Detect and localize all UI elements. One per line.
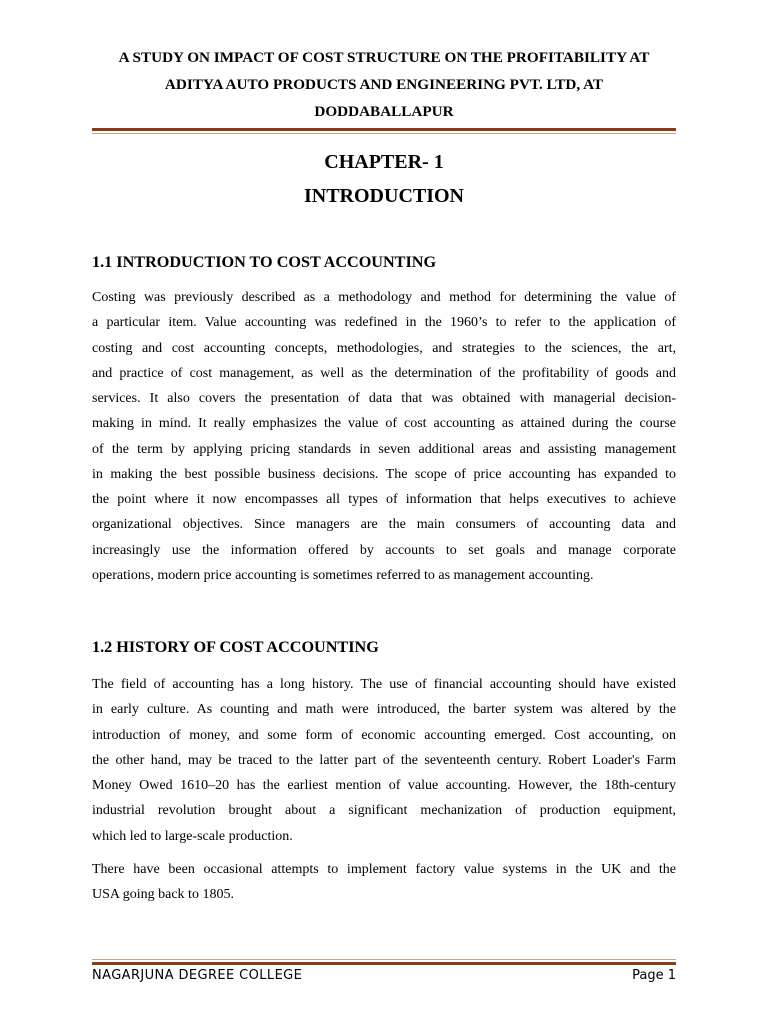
paragraph-line: the other hand, may be traced to the latter part of the seventeenth century. Robert Loader's Farm (92, 752, 676, 768)
paragraph-line: increasingly use the information offered by accounts to set goals and manage corporate (92, 542, 676, 558)
footer-college-name: NAGARJUNA DEGREE COLLEGE (92, 968, 303, 983)
paragraph-line: industrial revolution brought about a significant mechanization of production equipment, (92, 803, 676, 819)
paragraph-line: making in mind. It really emphasizes the value of cost accounting as attained during the course (92, 416, 676, 432)
paragraph-line: the point where it now encompasses all types of information that helps executives to achieve (92, 492, 676, 507)
paragraph (92, 672, 676, 849)
footer-rule-thin (92, 959, 676, 960)
header-rule-thin (92, 133, 676, 134)
header-title-line: ADITYA AUTO PRODUCTS AND ENGINEERING PVT. LTD, AT (164, 76, 604, 93)
page-number: Page 1 (632, 968, 676, 983)
paragraph-line: USA going back to 1805. (92, 887, 234, 903)
chapter-number: CHAPTER- 1 (324, 151, 444, 173)
paragraph-line: in early culture. As counting and math were introduced, the barter system was altered by the (92, 702, 676, 718)
paragraph-line: in making the best possible business decisions. The scope of price accounting has expanded to (92, 466, 676, 482)
document-header-title (92, 44, 676, 125)
header-rule (92, 128, 676, 131)
paragraph-line: of the term by applying pricing standards in seven additional areas and assisting management (92, 441, 676, 457)
paragraph-line: The field of accounting has a long history. The use of financial accounting should have existed (92, 677, 676, 692)
chapter-title: INTRODUCTION (303, 185, 465, 207)
paragraph-line: organizational objectives. Since managers are the main consumers of accounting data and (92, 517, 676, 533)
paragraph (92, 285, 676, 588)
paragraph (92, 857, 676, 908)
section-heading: 1.2 HISTORY OF COST ACCOUNTING (92, 638, 379, 656)
paragraph-line: Money Owed 1610–20 has the earliest mention of value accounting. However, the 18th-century (92, 778, 676, 793)
paragraph-line: operations, modern price accounting is sometimes referred to as management accounting. (92, 567, 594, 583)
header-title-line: A STUDY ON IMPACT OF COST STRUCTURE ON THE PROFITABILITY AT (118, 49, 650, 66)
paragraph-line: introduction of money, and some form of economic accounting emerged. Cost accounting, on (92, 727, 676, 743)
paragraph-line: costing and cost accounting concepts, methodologies, and strategies to the sciences, the art, (92, 340, 676, 356)
footer-rule (92, 962, 676, 965)
paragraph-line: services. It also covers the presentation of data that was obtained with managerial decision- (92, 391, 676, 406)
paragraph-line: Costing was previously described as a methodology and method for determining the value of (92, 290, 676, 305)
paragraph-line: and practice of cost management, as well as the determination of the profitability of goods and (92, 365, 676, 381)
paragraph-line: which led to large-scale production. (92, 828, 293, 844)
header-title-line: DODDABALLAPUR (314, 103, 454, 120)
paragraph-line: There have been occasional attempts to implement factory value systems in the UK and the (92, 862, 676, 877)
paragraph-line: a particular item. Value accounting was redefined in the 1960’s to refer to the application of (92, 315, 676, 331)
section-heading: 1.1 INTRODUCTION TO COST ACCOUNTING (92, 253, 437, 271)
